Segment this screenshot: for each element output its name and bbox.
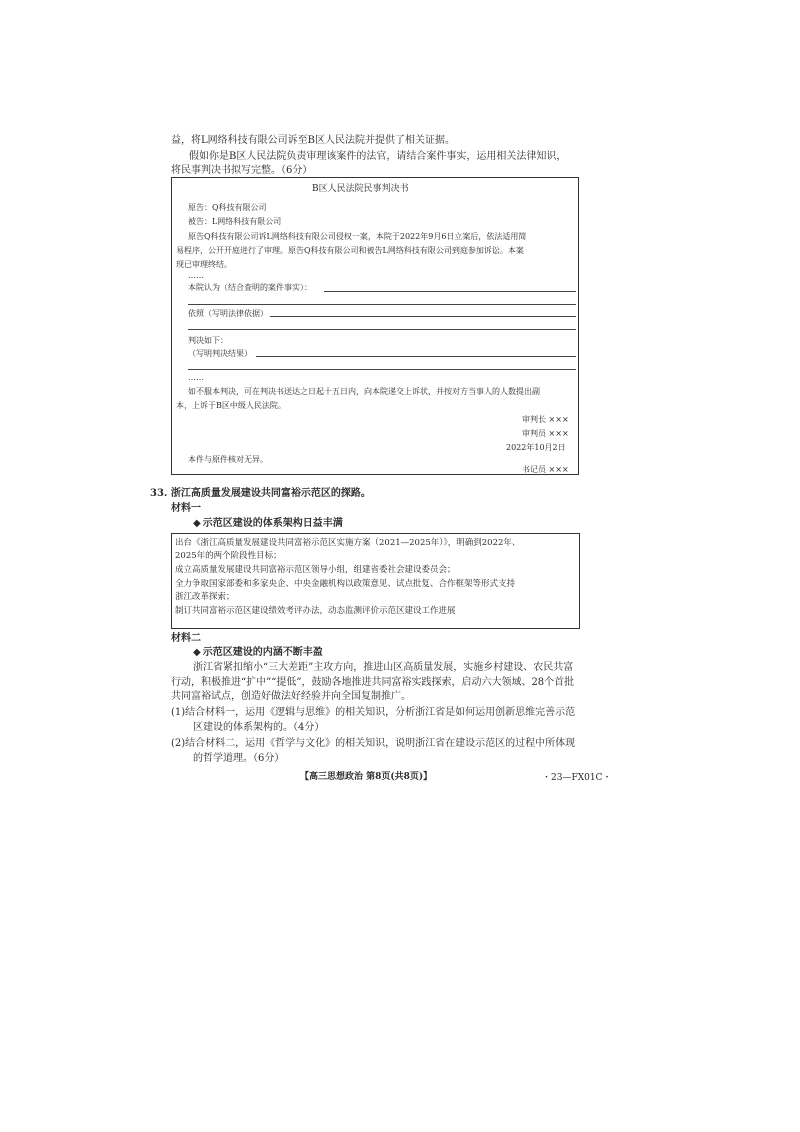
question-33-title: 33. 浙江高质量发展建设共同富裕示范区的探路。 [150,488,371,499]
ruling-label: 判决如下： [188,336,228,345]
material-1-heading: 示范区建设的体系架构日益丰满 [202,518,343,529]
answer-line [256,356,576,357]
box-line-4: 全力争取国家部委和多家央企、中央金融机构以政策意见、试点批复、合作框架等形式支持 [175,579,516,589]
material-1-heading-row [193,517,343,530]
diamond-icon: ◆ [193,518,201,529]
clerk: 书记员 ××× [522,465,569,474]
court-finds-label: 本院认为（结合查明的案件事实）： [188,283,312,292]
question-2-line-2: 的哲学道理。（6分） [193,753,285,764]
material-2-line-3: 共同富裕试点，创造好做法好经验并向全国复制推广。 [171,691,411,702]
case-body-line-2: 易程序，公开开庭进行了审理。原告Q科技有限公司和被告L网络科技有限公司到庭参加诉讼。本案 [176,246,524,255]
material-1-label: 材料一 [171,503,201,514]
appeal-line-1: 如不服本判决，可在判决书送达之日起十五日内，向本院递交上诉状，并按对方当事人的人数提出副 [188,387,540,396]
judge: 审判员 ××× [522,429,569,438]
box-line-1: 出台《浙江高质量发展建设共同富裕示范区实施方案（2021—2025年）》，明确到2022年、 [175,538,521,548]
intro-line-3: 将民事判决书拟写完整。（6分） [171,165,313,176]
box-line-2: 2025年的两个阶段性目标； [175,551,282,561]
ellipsis-1: …… [188,271,204,280]
intro-line-2: 假如你是B区人民法院负责审理该案件的法官，请结合案件事实，运用相关法律知识， [189,151,567,162]
civil-judgment-form [171,177,579,475]
case-body-line-1: 原告Q科技有限公司诉L网络科技有限公司侵权一案，本院于2022年9月6日立案后，依法适用简 [188,232,527,241]
material-2-heading-row [193,646,323,659]
case-body-line-3: 现已审理终结。 [176,260,232,269]
defendant: 被告：L网络科技有限公司 [188,217,282,226]
question-1-line-1: (1)结合材料一，运用《逻辑与思维》的相关知识，分析浙江省是如何运用创新思维完善示范 [171,707,576,718]
material-2-line-1: 浙江省紧扣缩小“三大差距”主攻方向，推进山区高质量发展，实施乡村建设、农民共富 [193,662,574,673]
question-1-line-2: 区建设的体系架构的。（4分） [193,722,325,733]
ruling-result-label: （写明判决结果） [188,349,252,358]
material-2-heading: 示范区建设的内涵不断丰盈 [202,647,323,658]
answer-line [188,369,576,370]
box-line-3: 成立高质量发展建设共同富裕示范区领导小组，组建省委社会建设委员会； [175,565,456,575]
plaintiff: 原告：Q科技有限公司 [188,203,267,212]
ellipsis-2: …… [188,373,204,382]
answer-line [188,304,576,305]
page-footer-center: 【高三思想政治 第8页(共8页)】 [300,772,433,782]
answer-line [270,316,576,317]
material-2-line-2: 行动，积极推进“扩中”“提低”，鼓励各地推进共同富裕实践探索，启动六大领域、28个首批 [171,677,575,688]
box-line-6: 制订共同富裕示范区建设绩效考评办法，动态监测评价示范区建设工作进展 [175,606,456,616]
verified-note: 本件与原件核对无异。 [188,455,268,464]
box-line-5: 浙江改革探索； [175,592,235,602]
page-footer-code: ・23—FX01C・ [542,773,612,783]
judgment-date: 2022年10月2日 [506,443,566,452]
answer-line [324,291,576,292]
appeal-line-2: 本，上诉于B区中级人民法院。 [176,401,286,410]
legal-basis-label: 依照（写明法律依据） [188,309,268,318]
judgment-title: B区人民法院民事判决书 [312,184,409,194]
answer-line [188,329,576,330]
question-2-line-1: (2)结合材料二，运用《哲学与文化》的相关知识，说明浙江省在建设示范区的过程中所体现 [171,738,576,749]
diamond-icon: ◆ [193,647,201,658]
material-2-label: 材料二 [171,633,201,644]
material-1-box [171,533,580,629]
chief-judge: 审判长 ××× [522,415,569,424]
intro-line-1: 益，将L网络科技有限公司诉至B区人民法院并提供了相关证据。 [171,135,455,146]
